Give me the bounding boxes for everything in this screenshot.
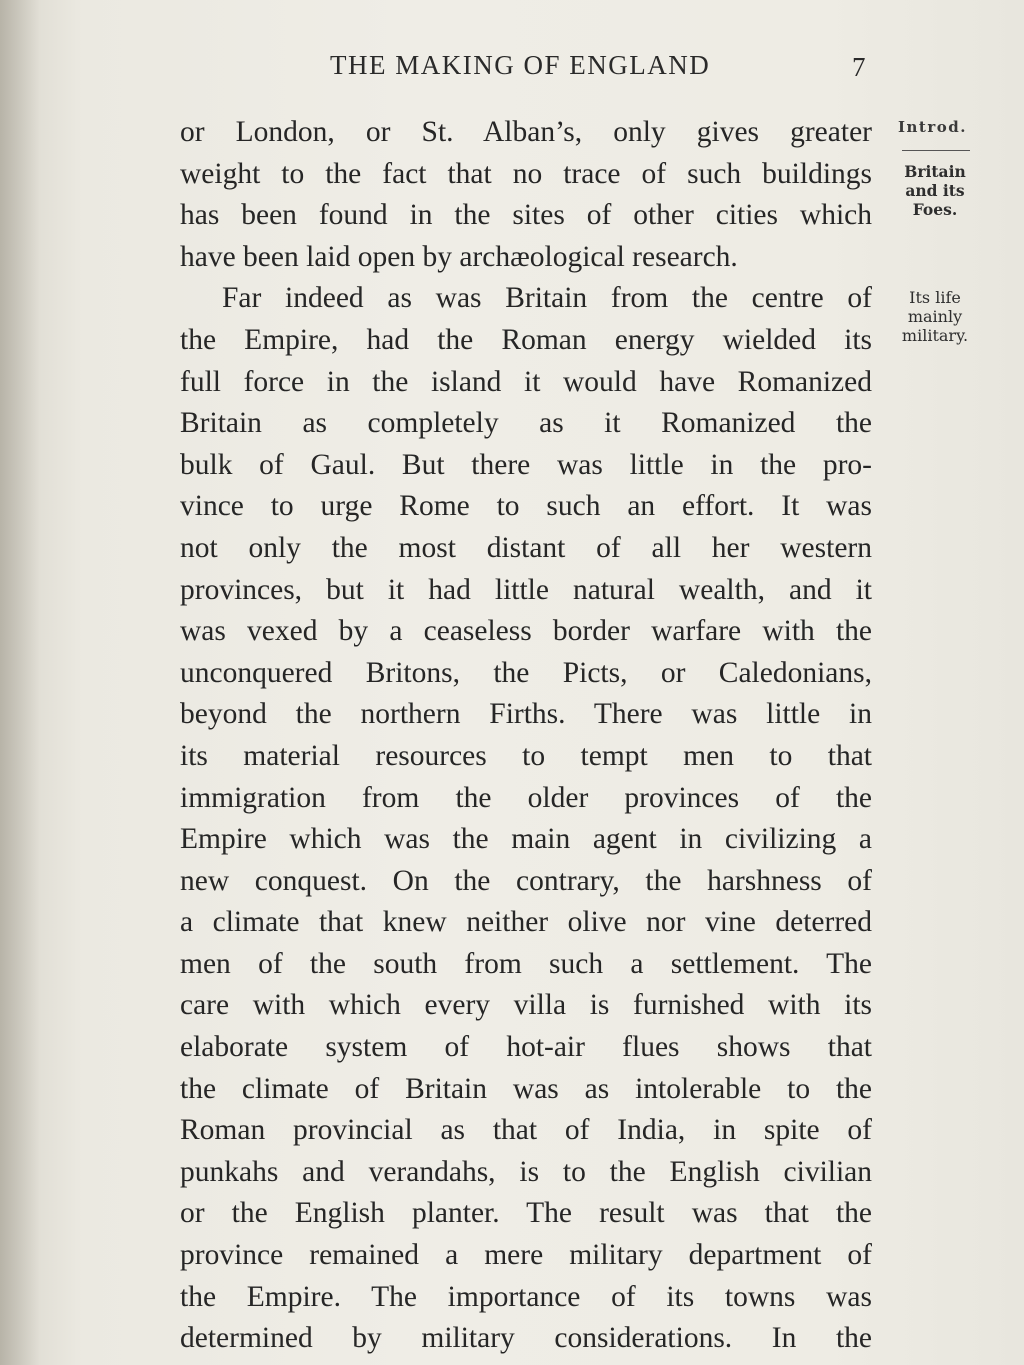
running-head — [0, 50, 1024, 86]
text-line: unconquered Britons, the Picts, or Caledonians, — [180, 656, 872, 689]
sidenote-its-life-mainly-military — [880, 288, 990, 345]
text-line: care with which every villa is furnished with its — [180, 989, 872, 1022]
text-line: the climate of Britain was as intolerable to the — [180, 1072, 872, 1105]
text-line: the Empire. The importance of its towns was — [180, 1280, 872, 1313]
sidenote-line: Its life — [909, 288, 961, 307]
text-line: Far indeed as was Britain from the centre of — [222, 282, 872, 315]
sidenote-britain-and-its-foes — [880, 162, 990, 219]
sidenote-line: military. — [901, 326, 969, 345]
text-line: punkahs and verandahs, is to the English civilian — [180, 1155, 872, 1188]
gutter-shadow — [0, 0, 40, 1365]
sidenote-divider — [902, 150, 970, 151]
text-line: have been laid open by archæological research. — [180, 240, 738, 273]
text-line: bulk of Gaul. But there was little in the pro- — [180, 448, 872, 481]
body-text — [180, 112, 872, 1360]
text-line: its material resources to tempt men to that — [180, 739, 872, 772]
text-line: determined by military considerations. In the — [180, 1322, 872, 1355]
text-line: full force in the island it would have Romanized — [180, 365, 872, 398]
text-line: beyond the northern Firths. There was little in — [180, 698, 872, 731]
text-line: not only the most distant of all her western — [180, 531, 872, 564]
text-line: Empire which was the main agent in civilizing a — [180, 823, 872, 856]
text-line: vince to urge Rome to such an effort. It was — [180, 490, 872, 523]
text-line: was vexed by a ceaseless border warfare with the — [180, 615, 872, 648]
text-line: elaborate system of hot-air flues shows that — [180, 1031, 872, 1064]
page-number: 7 — [852, 52, 866, 82]
sidenote-line: Foes. — [912, 200, 958, 219]
text-line: Britain as completely as it Romanized the — [180, 407, 872, 440]
text-line: provinces, but it had little natural wealth, and it — [180, 573, 872, 606]
text-line: or the English planter. The result was that the — [180, 1197, 872, 1230]
text-line: men of the south from such a settlement. The — [180, 947, 872, 980]
text-line: province remained a mere military department of — [180, 1239, 872, 1272]
text-line: has been found in the sites of other cities which — [180, 199, 872, 232]
sidenote-line: mainly — [907, 307, 963, 326]
sidenote-line: Britain — [904, 162, 966, 181]
sidenote-line: and its — [905, 181, 965, 200]
sidenote-section-label: Introd. — [898, 118, 967, 136]
running-title: THE MAKING OF ENGLAND — [330, 50, 711, 80]
text-line: weight to the fact that no trace of such buildings — [180, 157, 872, 190]
text-line: Roman provincial as that of India, in spite of — [180, 1114, 872, 1147]
text-line: immigration from the older provinces of the — [180, 781, 872, 814]
text-line: or London, or St. Alban’s, only gives greater — [180, 116, 872, 148]
text-line: the Empire, had the Roman energy wielded its — [180, 323, 872, 356]
text-line: new conquest. On the contrary, the harshness of — [180, 864, 872, 897]
text-line: a climate that knew neither olive nor vine deterred — [180, 906, 872, 939]
